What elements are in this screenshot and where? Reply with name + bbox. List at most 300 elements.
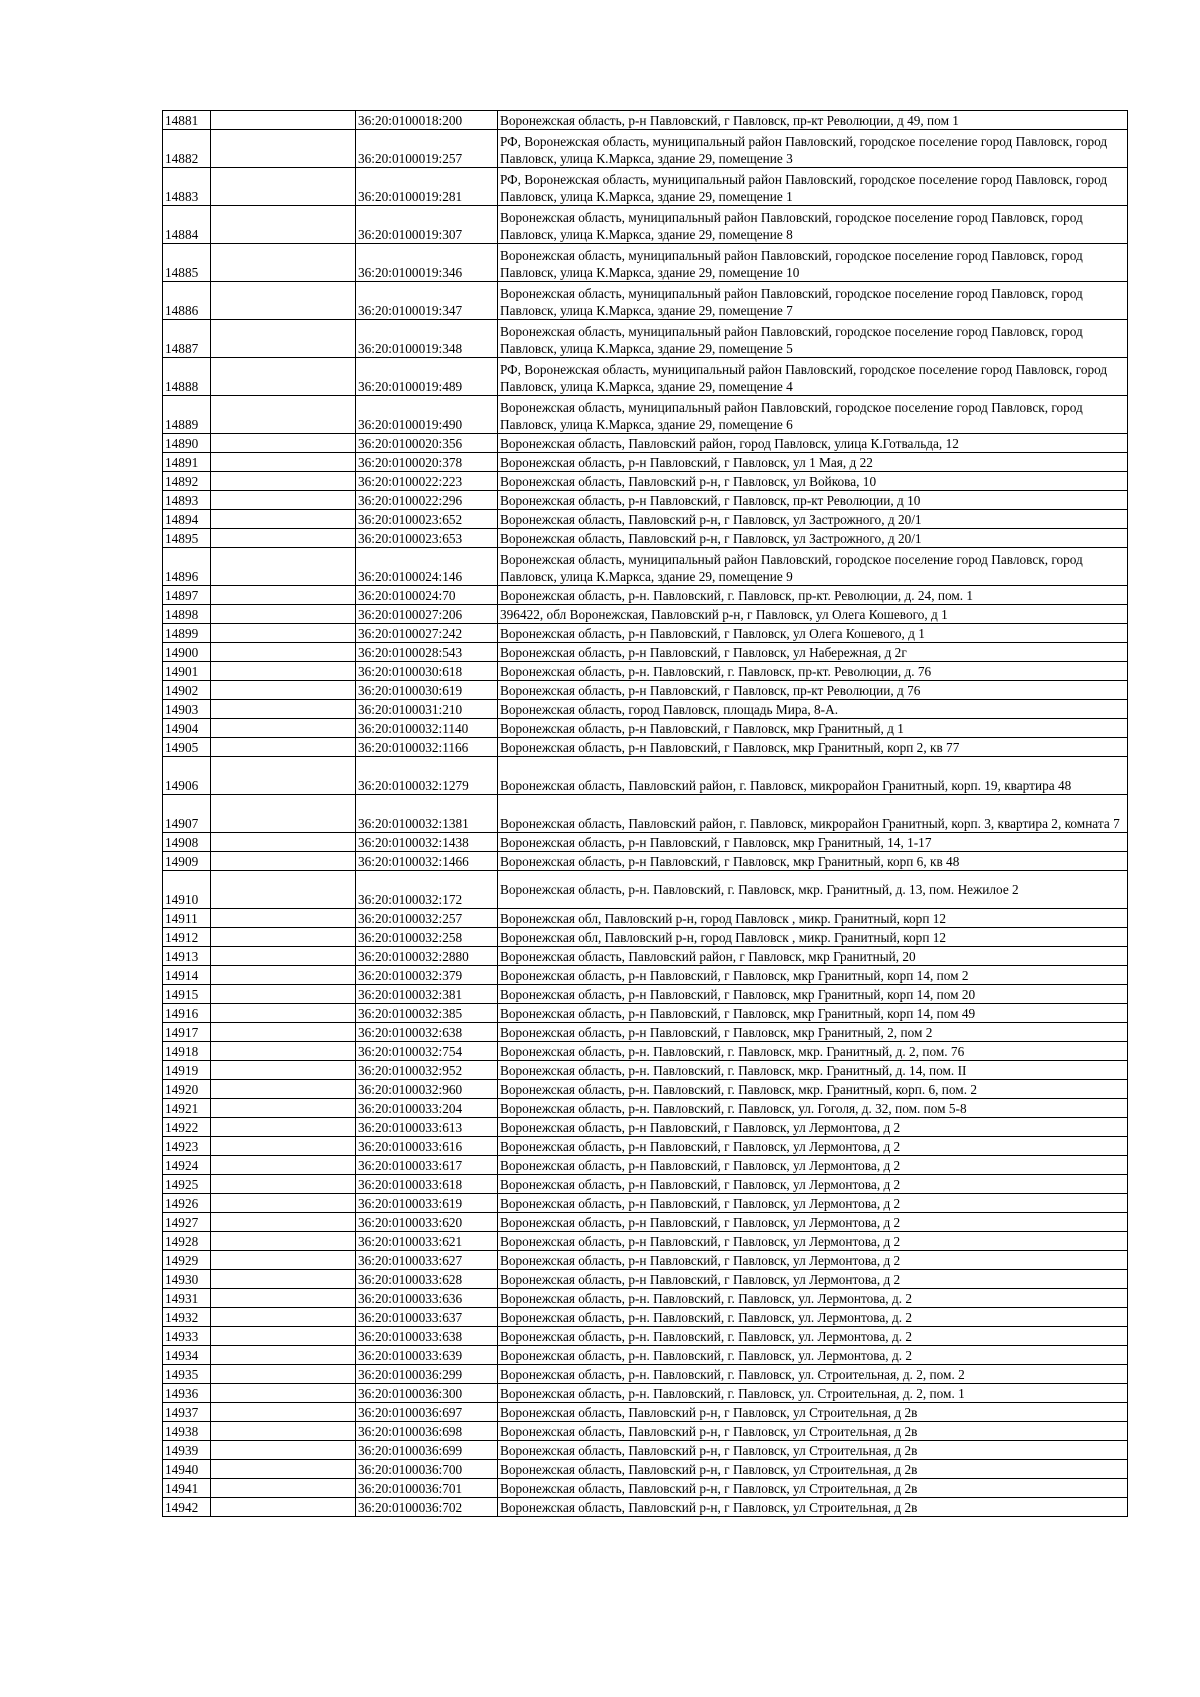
row-number-cell: 14928 <box>163 1232 211 1251</box>
table-row <box>163 1061 1128 1080</box>
empty-cell <box>211 681 356 700</box>
row-number-cell: 14930 <box>163 1270 211 1289</box>
cadastral-number-cell: 36:20:0100033:637 <box>356 1308 498 1327</box>
table-row <box>163 1498 1128 1517</box>
empty-cell <box>211 548 356 586</box>
row-number-cell: 14927 <box>163 1213 211 1232</box>
address-cell: Воронежская область, р-н Павловский, г Павловск, ул Лермонтова, д 2 <box>498 1194 1128 1213</box>
table-row <box>163 1042 1128 1061</box>
cadastral-number-cell: 36:20:0100033:617 <box>356 1156 498 1175</box>
cadastral-number-cell: 36:20:0100032:379 <box>356 966 498 985</box>
table-row <box>163 1327 1128 1346</box>
address-cell: Воронежская область, Павловский р-н, г Павловск, ул Строительная, д 2в <box>498 1403 1128 1422</box>
empty-cell <box>211 1118 356 1137</box>
cadastral-number-cell: 36:20:0100032:172 <box>356 871 498 909</box>
cadastral-number-cell: 36:20:0100031:210 <box>356 700 498 719</box>
empty-cell <box>211 928 356 947</box>
cadastral-number-cell: 36:20:0100033:618 <box>356 1175 498 1194</box>
cadastral-number-cell: 36:20:0100020:378 <box>356 453 498 472</box>
empty-cell <box>211 168 356 206</box>
cadastral-number-cell: 36:20:0100033:619 <box>356 1194 498 1213</box>
row-number-cell: 14894 <box>163 510 211 529</box>
empty-cell <box>211 1422 356 1441</box>
row-number-cell: 14895 <box>163 529 211 548</box>
address-cell: Воронежская область, р-н. Павловский, г. Павловск, ул. Лермонтова, д. 2 <box>498 1308 1128 1327</box>
address-cell: Воронежская область, р-н Павловский, г Павловск, ул Лермонтова, д 2 <box>498 1156 1128 1175</box>
table-row <box>163 168 1128 206</box>
row-number-cell: 14934 <box>163 1346 211 1365</box>
empty-cell <box>211 1498 356 1517</box>
registry-table-body <box>163 111 1128 1517</box>
address-cell: 396422, обл Воронежская, Павловский р-н, г Павловск, ул Олега Кошевого, д 1 <box>498 605 1128 624</box>
row-number-cell: 14904 <box>163 719 211 738</box>
table-row <box>163 1422 1128 1441</box>
empty-cell <box>211 282 356 320</box>
row-number-cell: 14897 <box>163 586 211 605</box>
cadastral-number-cell: 36:20:0100032:1279 <box>356 757 498 795</box>
empty-cell <box>211 605 356 624</box>
address-cell: Воронежская область, р-н Павловский, г Павловск, пр-кт Революции, д 76 <box>498 681 1128 700</box>
table-row <box>163 282 1128 320</box>
address-cell: Воронежская область, Павловский р-н, г Павловск, ул Строительная, д 2в <box>498 1422 1128 1441</box>
empty-cell <box>211 662 356 681</box>
row-number-cell: 14905 <box>163 738 211 757</box>
row-number-cell: 14940 <box>163 1460 211 1479</box>
empty-cell <box>211 1365 356 1384</box>
empty-cell <box>211 529 356 548</box>
table-row <box>163 111 1128 130</box>
row-number-cell: 14936 <box>163 1384 211 1403</box>
table-row <box>163 909 1128 928</box>
address-cell: Воронежская область, муниципальный район Павловский, городское поселение город Павловск, город Павловск, улица К.Маркса, здание 29, помещение 6 <box>498 396 1128 434</box>
address-cell: Воронежская область, Павловский район, г. Павловск, микрорайон Гранитный, корп. 19, квартира 48 <box>498 757 1128 795</box>
address-cell: Воронежская область, Павловский р-н, г Павловск, ул Строительная, д 2в <box>498 1441 1128 1460</box>
cadastral-number-cell: 36:20:0100036:700 <box>356 1460 498 1479</box>
row-number-cell: 14901 <box>163 662 211 681</box>
address-cell: Воронежская область, р-н Павловский, г Павловск, ул Лермонтова, д 2 <box>498 1118 1128 1137</box>
row-number-cell: 14918 <box>163 1042 211 1061</box>
table-row <box>163 453 1128 472</box>
empty-cell <box>211 624 356 643</box>
row-number-cell: 14886 <box>163 282 211 320</box>
address-cell: Воронежская область, р-н. Павловский, г. Павловск, пр-кт. Революции, д. 24, пом. 1 <box>498 586 1128 605</box>
cadastral-number-cell: 36:20:0100033:627 <box>356 1251 498 1270</box>
empty-cell <box>211 434 356 453</box>
cadastral-number-cell: 36:20:0100033:636 <box>356 1289 498 1308</box>
cadastral-number-cell: 36:20:0100032:638 <box>356 1023 498 1042</box>
empty-cell <box>211 1327 356 1346</box>
cadastral-number-cell: 36:20:0100032:1466 <box>356 852 498 871</box>
cadastral-number-cell: 36:20:0100023:653 <box>356 529 498 548</box>
table-row <box>163 700 1128 719</box>
address-cell: Воронежская область, р-н Павловский, г Павловск, ул Олега Кошевого, д 1 <box>498 624 1128 643</box>
table-row <box>163 396 1128 434</box>
empty-cell <box>211 130 356 168</box>
empty-cell <box>211 1270 356 1289</box>
cadastral-number-cell: 36:20:0100032:1438 <box>356 833 498 852</box>
address-cell: Воронежская область, р-н. Павловский, г. Павловск, ул. Лермонтова, д. 2 <box>498 1327 1128 1346</box>
row-number-cell: 14921 <box>163 1099 211 1118</box>
row-number-cell: 14883 <box>163 168 211 206</box>
row-number-cell: 14882 <box>163 130 211 168</box>
empty-cell <box>211 1308 356 1327</box>
address-cell: Воронежская область, р-н. Павловский, г. Павловск, ул. Лермонтова, д. 2 <box>498 1289 1128 1308</box>
row-number-cell: 14912 <box>163 928 211 947</box>
table-row <box>163 624 1128 643</box>
row-number-cell: 14899 <box>163 624 211 643</box>
table-row <box>163 548 1128 586</box>
row-number-cell: 14931 <box>163 1289 211 1308</box>
row-number-cell: 14885 <box>163 244 211 282</box>
address-cell: Воронежская область, р-н Павловский, г Павловск, ул Лермонтова, д 2 <box>498 1137 1128 1156</box>
address-cell: Воронежская область, город Павловск, площадь Мира, 8-А. <box>498 700 1128 719</box>
address-cell: Воронежская область, р-н. Павловский, г. Павловск, мкр. Гранитный, д. 14, пом. II <box>498 1061 1128 1080</box>
address-cell: Воронежская область, р-н Павловский, г Павловск, ул Лермонтова, д 2 <box>498 1270 1128 1289</box>
row-number-cell: 14898 <box>163 605 211 624</box>
address-cell: Воронежская обл, Павловский р-н, город Павловск , микр. Гранитный, корп 12 <box>498 909 1128 928</box>
empty-cell <box>211 1251 356 1270</box>
empty-cell <box>211 833 356 852</box>
cadastral-number-cell: 36:20:0100032:258 <box>356 928 498 947</box>
address-cell: Воронежская область, Павловский р-н, г Павловск, ул Строительная, д 2в <box>498 1479 1128 1498</box>
cadastral-number-cell: 36:20:0100030:619 <box>356 681 498 700</box>
address-cell: Воронежская область, Павловский район, г. Павловск, микрорайон Гранитный, корп. 3, квартира 2, комната 7 <box>498 795 1128 833</box>
empty-cell <box>211 1289 356 1308</box>
empty-cell <box>211 1004 356 1023</box>
table-row <box>163 871 1128 909</box>
address-cell: Воронежская область, Павловский район, город Павловск, улица К.Готвальда, 12 <box>498 434 1128 453</box>
table-row <box>163 1232 1128 1251</box>
row-number-cell: 14942 <box>163 1498 211 1517</box>
cadastral-number-cell: 36:20:0100028:543 <box>356 643 498 662</box>
address-cell: Воронежская область, р-н. Павловский, г. Павловск, мкр. Гранитный, корп. 6, пом. 2 <box>498 1080 1128 1099</box>
table-row <box>163 472 1128 491</box>
table-row <box>163 852 1128 871</box>
cadastral-number-cell: 36:20:0100022:296 <box>356 491 498 510</box>
empty-cell <box>211 795 356 833</box>
row-number-cell: 14919 <box>163 1061 211 1080</box>
cadastral-number-cell: 36:20:0100019:307 <box>356 206 498 244</box>
table-row <box>163 130 1128 168</box>
address-cell: Воронежская обл, Павловский р-н, город Павловск , микр. Гранитный, корп 12 <box>498 928 1128 947</box>
cadastral-number-cell: 36:20:0100036:299 <box>356 1365 498 1384</box>
table-row <box>163 738 1128 757</box>
table-row <box>163 1479 1128 1498</box>
table-row <box>163 985 1128 1004</box>
empty-cell <box>211 700 356 719</box>
table-row <box>163 1023 1128 1042</box>
table-row <box>163 1460 1128 1479</box>
table-row <box>163 586 1128 605</box>
row-number-cell: 14915 <box>163 985 211 1004</box>
cadastral-number-cell: 36:20:0100033:628 <box>356 1270 498 1289</box>
row-number-cell: 14938 <box>163 1422 211 1441</box>
cadastral-number-cell: 36:20:0100019:348 <box>356 320 498 358</box>
table-row <box>163 1384 1128 1403</box>
table-row <box>163 1194 1128 1213</box>
empty-cell <box>211 1080 356 1099</box>
cadastral-number-cell: 36:20:0100032:385 <box>356 1004 498 1023</box>
row-number-cell: 14926 <box>163 1194 211 1213</box>
cadastral-number-cell: 36:20:0100024:70 <box>356 586 498 605</box>
empty-cell <box>211 757 356 795</box>
empty-cell <box>211 1023 356 1042</box>
table-row <box>163 605 1128 624</box>
row-number-cell: 14906 <box>163 757 211 795</box>
empty-cell <box>211 1156 356 1175</box>
row-number-cell: 14892 <box>163 472 211 491</box>
address-cell: Воронежская область, Павловский р-н, г Павловск, ул Войкова, 10 <box>498 472 1128 491</box>
row-number-cell: 14900 <box>163 643 211 662</box>
cadastral-number-cell: 36:20:0100036:300 <box>356 1384 498 1403</box>
table-row <box>163 1270 1128 1289</box>
empty-cell <box>211 1061 356 1080</box>
table-row <box>163 643 1128 662</box>
row-number-cell: 14909 <box>163 852 211 871</box>
row-number-cell: 14902 <box>163 681 211 700</box>
row-number-cell: 14907 <box>163 795 211 833</box>
row-number-cell: 14888 <box>163 358 211 396</box>
row-number-cell: 14884 <box>163 206 211 244</box>
row-number-cell: 14941 <box>163 1479 211 1498</box>
cadastral-number-cell: 36:20:0100023:652 <box>356 510 498 529</box>
empty-cell <box>211 643 356 662</box>
cadastral-number-cell: 36:20:0100032:952 <box>356 1061 498 1080</box>
address-cell: Воронежская область, р-н Павловский, г Павловск, ул Лермонтова, д 2 <box>498 1175 1128 1194</box>
empty-cell <box>211 1099 356 1118</box>
row-number-cell: 14914 <box>163 966 211 985</box>
table-row <box>163 510 1128 529</box>
cadastral-number-cell: 36:20:0100027:242 <box>356 624 498 643</box>
cadastral-number-cell: 36:20:0100019:489 <box>356 358 498 396</box>
empty-cell <box>211 111 356 130</box>
address-cell: Воронежская область, р-н Павловский, г Павловск, мкр Гранитный, корп 2, кв 77 <box>498 738 1128 757</box>
cadastral-number-cell: 36:20:0100032:257 <box>356 909 498 928</box>
empty-cell <box>211 719 356 738</box>
address-cell: Воронежская область, р-н Павловский, г Павловск, мкр Гранитный, корп 6, кв 48 <box>498 852 1128 871</box>
address-cell: Воронежская область, Павловский р-н, г Павловск, ул Застрожного, д 20/1 <box>498 510 1128 529</box>
empty-cell <box>211 985 356 1004</box>
row-number-cell: 14925 <box>163 1175 211 1194</box>
empty-cell <box>211 396 356 434</box>
address-cell: Воронежская область, р-н. Павловский, г. Павловск, мкр. Гранитный, д. 2, пом. 76 <box>498 1042 1128 1061</box>
empty-cell <box>211 1403 356 1422</box>
row-number-cell: 14890 <box>163 434 211 453</box>
row-number-cell: 14935 <box>163 1365 211 1384</box>
address-cell: Воронежская область, р-н Павловский, г Павловск, ул Лермонтова, д 2 <box>498 1232 1128 1251</box>
empty-cell <box>211 453 356 472</box>
empty-cell <box>211 1175 356 1194</box>
row-number-cell: 14881 <box>163 111 211 130</box>
empty-cell <box>211 244 356 282</box>
address-cell: Воронежская область, р-н Павловский, г Павловск, мкр Гранитный, д 1 <box>498 719 1128 738</box>
empty-cell <box>211 947 356 966</box>
row-number-cell: 14939 <box>163 1441 211 1460</box>
address-cell: Воронежская область, р-н Павловский, г Павловск, ул 1 Мая, д 22 <box>498 453 1128 472</box>
address-cell: Воронежская область, муниципальный район Павловский, городское поселение город Павловск, город Павловск, улица К.Маркса, здание 29, помещение 7 <box>498 282 1128 320</box>
table-row <box>163 244 1128 282</box>
table-row <box>163 1118 1128 1137</box>
table-row <box>163 1213 1128 1232</box>
address-cell: Воронежская область, р-н. Павловский, г. Павловск, ул. Гоголя, д. 32, пом. пом 5-8 <box>498 1099 1128 1118</box>
address-cell: Воронежская область, р-н Павловский, г Павловск, ул Набережная, д 2г <box>498 643 1128 662</box>
row-number-cell: 14889 <box>163 396 211 434</box>
cadastral-number-cell: 36:20:0100033:613 <box>356 1118 498 1137</box>
empty-cell <box>211 491 356 510</box>
table-row <box>163 1099 1128 1118</box>
table-row <box>163 1308 1128 1327</box>
table-row <box>163 1403 1128 1422</box>
row-number-cell: 14923 <box>163 1137 211 1156</box>
cadastral-number-cell: 36:20:0100036:698 <box>356 1422 498 1441</box>
empty-cell <box>211 1042 356 1061</box>
empty-cell <box>211 1232 356 1251</box>
cadastral-number-cell: 36:20:0100033:620 <box>356 1213 498 1232</box>
cadastral-number-cell: 36:20:0100018:200 <box>356 111 498 130</box>
address-cell: Воронежская область, р-н. Павловский, г. Павловск, ул. Лермонтова, д. 2 <box>498 1346 1128 1365</box>
address-cell: Воронежская область, р-н Павловский, г Павловск, пр-кт Революции, д 49, пом 1 <box>498 111 1128 130</box>
row-number-cell: 14922 <box>163 1118 211 1137</box>
table-row <box>163 1365 1128 1384</box>
address-cell: Воронежская область, р-н Павловский, г Павловск, мкр Гранитный, 2, пом 2 <box>498 1023 1128 1042</box>
table-row <box>163 1080 1128 1099</box>
cadastral-number-cell: 36:20:0100022:223 <box>356 472 498 491</box>
row-number-cell: 14913 <box>163 947 211 966</box>
empty-cell <box>211 852 356 871</box>
row-number-cell: 14911 <box>163 909 211 928</box>
address-cell: Воронежская область, муниципальный район Павловский, городское поселение город Павловск, город Павловск, улица К.Маркса, здание 29, помещение 10 <box>498 244 1128 282</box>
cadastral-number-cell: 36:20:0100019:490 <box>356 396 498 434</box>
empty-cell <box>211 1441 356 1460</box>
cadastral-number-cell: 36:20:0100032:960 <box>356 1080 498 1099</box>
cadastral-number-cell: 36:20:0100033:639 <box>356 1346 498 1365</box>
empty-cell <box>211 472 356 491</box>
cadastral-number-cell: 36:20:0100033:621 <box>356 1232 498 1251</box>
cadastral-number-cell: 36:20:0100036:702 <box>356 1498 498 1517</box>
address-cell: Воронежская область, р-н. Павловский, г. Павловск, ул. Строительная, д. 2, пом. 2 <box>498 1365 1128 1384</box>
table-row <box>163 1441 1128 1460</box>
table-row <box>163 795 1128 833</box>
cadastral-number-cell: 36:20:0100019:257 <box>356 130 498 168</box>
table-row <box>163 1251 1128 1270</box>
table-row <box>163 681 1128 700</box>
table-row <box>163 206 1128 244</box>
table-row <box>163 529 1128 548</box>
table-row <box>163 1289 1128 1308</box>
cadastral-number-cell: 36:20:0100020:356 <box>356 434 498 453</box>
address-cell: Воронежская область, р-н Павловский, г Павловск, ул Лермонтова, д 2 <box>498 1251 1128 1270</box>
address-cell: Воронежская область, р-н Павловский, г Павловск, мкр Гранитный, корп 14, пом 2 <box>498 966 1128 985</box>
empty-cell <box>211 206 356 244</box>
empty-cell <box>211 909 356 928</box>
table-row <box>163 434 1128 453</box>
empty-cell <box>211 738 356 757</box>
row-number-cell: 14920 <box>163 1080 211 1099</box>
empty-cell <box>211 871 356 909</box>
address-cell: Воронежская область, муниципальный район Павловский, городское поселение город Павловск, город Павловск, улица К.Маркса, здание 29, помещение 8 <box>498 206 1128 244</box>
table-row <box>163 833 1128 852</box>
cadastral-number-cell: 36:20:0100033:616 <box>356 1137 498 1156</box>
table-row <box>163 719 1128 738</box>
address-cell: Воронежская область, Павловский р-н, г Павловск, ул Застрожного, д 20/1 <box>498 529 1128 548</box>
cadastral-number-cell: 36:20:0100019:347 <box>356 282 498 320</box>
table-row <box>163 928 1128 947</box>
row-number-cell: 14903 <box>163 700 211 719</box>
address-cell: Воронежская область, муниципальный район Павловский, городское поселение город Павловск, город Павловск, улица К.Маркса, здание 29, помещение 5 <box>498 320 1128 358</box>
table-row <box>163 1156 1128 1175</box>
row-number-cell: 14908 <box>163 833 211 852</box>
table-row <box>163 947 1128 966</box>
address-cell: Воронежская область, р-н Павловский, г Павловск, мкр Гранитный, корп 14, пом 20 <box>498 985 1128 1004</box>
row-number-cell: 14932 <box>163 1308 211 1327</box>
table-row <box>163 491 1128 510</box>
row-number-cell: 14933 <box>163 1327 211 1346</box>
table-row <box>163 358 1128 396</box>
empty-cell <box>211 1194 356 1213</box>
address-cell: Воронежская область, р-н Павловский, г Павловск, мкр Гранитный, 14, 1-17 <box>498 833 1128 852</box>
address-cell: Воронежская область, муниципальный район Павловский, городское поселение город Павловск, город Павловск, улица К.Маркса, здание 29, помещение 9 <box>498 548 1128 586</box>
table-row <box>163 1004 1128 1023</box>
empty-cell <box>211 510 356 529</box>
cadastral-number-cell: 36:20:0100036:697 <box>356 1403 498 1422</box>
row-number-cell: 14916 <box>163 1004 211 1023</box>
cadastral-number-cell: 36:20:0100032:2880 <box>356 947 498 966</box>
address-cell: Воронежская область, Павловский район, г Павловск, мкр Гранитный, 20 <box>498 947 1128 966</box>
empty-cell <box>211 586 356 605</box>
table-row <box>163 757 1128 795</box>
row-number-cell: 14891 <box>163 453 211 472</box>
row-number-cell: 14893 <box>163 491 211 510</box>
table-row <box>163 1346 1128 1365</box>
cadastral-number-cell: 36:20:0100036:701 <box>356 1479 498 1498</box>
empty-cell <box>211 1479 356 1498</box>
empty-cell <box>211 358 356 396</box>
cadastral-number-cell: 36:20:0100019:346 <box>356 244 498 282</box>
address-cell: Воронежская область, р-н. Павловский, г. Павловск, ул. Строительная, д. 2, пом. 1 <box>498 1384 1128 1403</box>
cadastral-number-cell: 36:20:0100027:206 <box>356 605 498 624</box>
table-row <box>163 1175 1128 1194</box>
empty-cell <box>211 966 356 985</box>
address-cell: РФ, Воронежская область, муниципальный район Павловский, городское поселение город Павловск, город Павловск, улица К.Маркса, здание 29, помещение 1 <box>498 168 1128 206</box>
row-number-cell: 14887 <box>163 320 211 358</box>
address-cell: Воронежская область, Павловский р-н, г Павловск, ул Строительная, д 2в <box>498 1498 1128 1517</box>
empty-cell <box>211 320 356 358</box>
empty-cell <box>211 1384 356 1403</box>
cadastral-number-cell: 36:20:0100019:281 <box>356 168 498 206</box>
row-number-cell: 14917 <box>163 1023 211 1042</box>
cadastral-number-cell: 36:20:0100032:1140 <box>356 719 498 738</box>
row-number-cell: 14924 <box>163 1156 211 1175</box>
cadastral-number-cell: 36:20:0100030:618 <box>356 662 498 681</box>
address-cell: Воронежская область, р-н. Павловский, г. Павловск, мкр. Гранитный, д. 13, пом. Нежилое 2 <box>498 871 1128 909</box>
cadastral-number-cell: 36:20:0100032:1381 <box>356 795 498 833</box>
row-number-cell: 14896 <box>163 548 211 586</box>
table-row <box>163 1137 1128 1156</box>
row-number-cell: 14929 <box>163 1251 211 1270</box>
address-cell: Воронежская область, р-н Павловский, г Павловск, мкр Гранитный, корп 14, пом 49 <box>498 1004 1128 1023</box>
empty-cell <box>211 1213 356 1232</box>
address-cell: Воронежская область, р-н Павловский, г Павловск, ул Лермонтова, д 2 <box>498 1213 1128 1232</box>
address-cell: Воронежская область, р-н Павловский, г Павловск, пр-кт Революции, д 10 <box>498 491 1128 510</box>
cadastral-number-cell: 36:20:0100024:146 <box>356 548 498 586</box>
cadastral-number-cell: 36:20:0100033:638 <box>356 1327 498 1346</box>
empty-cell <box>211 1137 356 1156</box>
table-row <box>163 320 1128 358</box>
cadastral-number-cell: 36:20:0100032:754 <box>356 1042 498 1061</box>
table-row <box>163 662 1128 681</box>
cadastral-number-cell: 36:20:0100036:699 <box>356 1441 498 1460</box>
empty-cell <box>211 1460 356 1479</box>
